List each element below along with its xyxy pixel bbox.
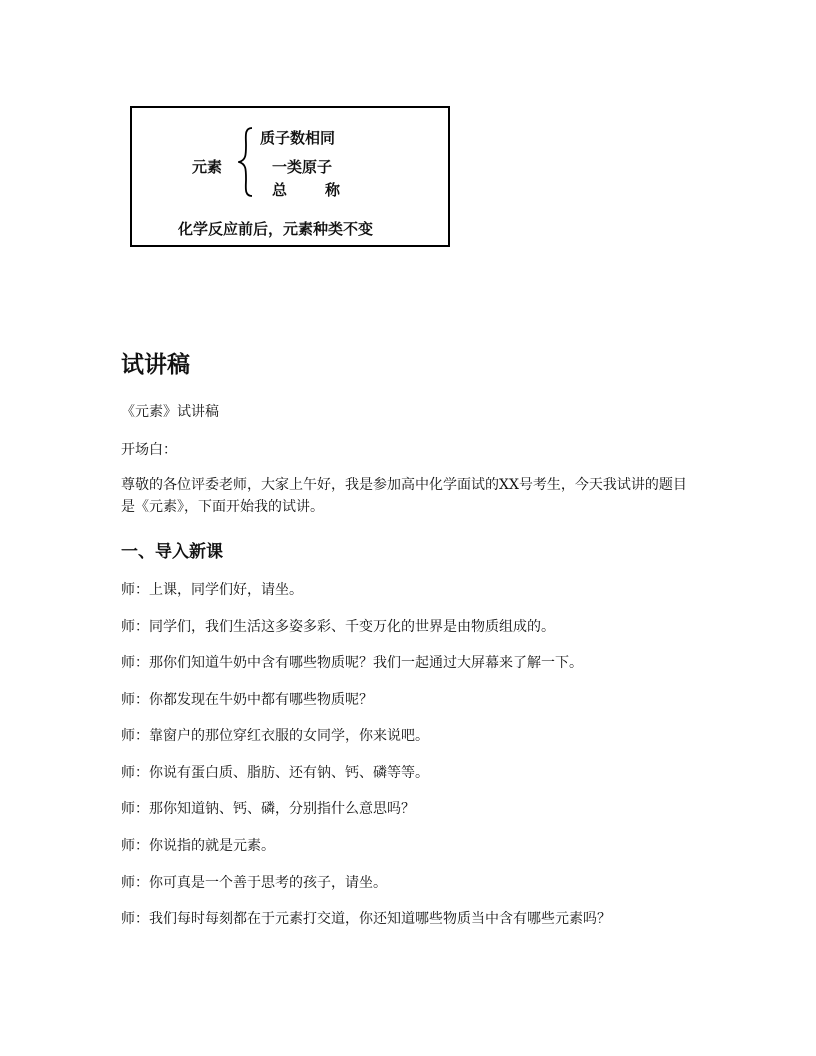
dialogue-line: 师：上课，同学们好，请坐。 (121, 582, 303, 598)
opening-label: 开场白： (121, 442, 177, 458)
definition-same-protons: 质子数相同 (260, 129, 336, 147)
dialogue-line: 师：那你知道钠、钙、磷，分别指什么意思吗？ (121, 801, 415, 817)
definition-class-of-atoms: 一类原子 (272, 158, 333, 176)
dialogue-line: 师：我们每时每刻都在于元素打交道，你还知道哪些物质当中含有哪些元素吗？ (121, 911, 611, 927)
element-concept-box (130, 106, 450, 247)
definition-general-name: 总 称 (272, 181, 341, 199)
opening-paragraph: 尊敬的各位评委老师，大家上午好，我是参加高中化学面试的XX号考生，今天我试讲的题目是《元素》，下面开始我的试讲。 (121, 477, 687, 515)
dialogue-line: 师：你说有蛋白质、脂肪、还有钠、钙、磷等等。 (121, 765, 429, 781)
section-heading: 一、导入新课 (121, 542, 223, 562)
dialogue-line: 师：你可真是一个善于思考的孩子，请坐。 (121, 875, 387, 891)
conservation-law-statement: 化学反应前后，元素种类不变 (178, 220, 374, 238)
dialogue-line: 师：同学们，我们生活这多姿多彩、千变万化的世界是由物质组成的。 (121, 619, 555, 635)
dialogue-line: 师：那你们知道牛奶中含有哪些物质呢？我们一起通过大屏幕来了解一下。 (121, 655, 583, 671)
element-term: 元素 (192, 158, 223, 176)
document-subtitle: 《元素》试讲稿 (121, 404, 219, 420)
left-curly-brace-icon (238, 127, 254, 197)
dialogue-line: 师：靠窗户的那位穿红衣服的女同学，你来说吧。 (121, 728, 429, 744)
document-title: 试讲稿 (121, 352, 190, 378)
dialogue-line: 师：你都发现在牛奶中都有哪些物质呢？ (121, 692, 373, 708)
dialogue-line: 师：你说指的就是元素。 (121, 838, 275, 854)
